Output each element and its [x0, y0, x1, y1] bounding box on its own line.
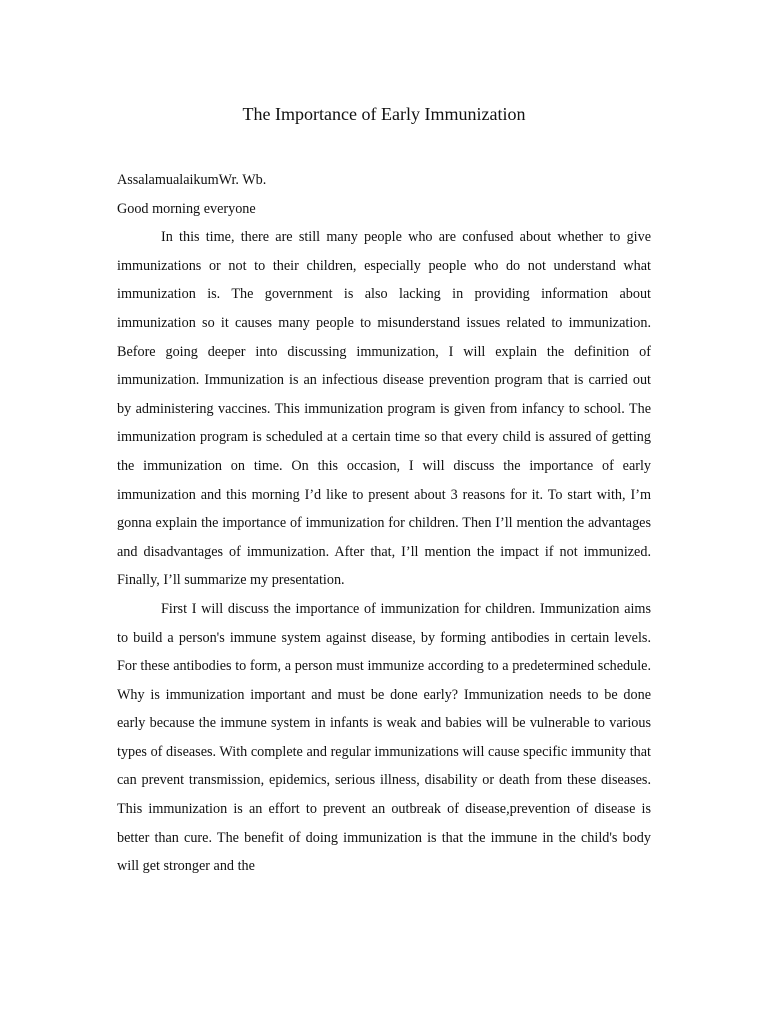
paragraph-introduction: In this time, there are still many people who are confused about whether to give immunizations or not to their children, especially people who do not understand what immunization is. The government is also lacking in providing information about immunization so it causes many people to misunderstand issues related to immunization. Before going deeper into discussing immunization, I will explain the definition of immunization. Immunization is an infectious disease prevention program that is carried out by administering vaccines. This immunization program is given from infancy to school. The immunization program is scheduled at a certain time so that every child is assured of getting the immunization on time. On this occasion, I will discuss the importance of early immunization and this morning I’d like to present about 3 reasons for it. To start with, I’m gonna explain the importance of immunization for children. Then I’ll mention the advantages and disadvantages of immunization. After that, I’ll mention the impact if not immunized. Finally, I’ll summarize my presentation.: [117, 229, 651, 589]
paragraph-importance: First I will discuss the importance of immunization for children. Immunization aims to build a person's immune system against disease, by forming antibodies in certain levels. For these antibodies to form, a person must immunize according to a predetermined schedule. Why is immunization important and must be done early? Immunization needs to be done early because the immune system in infants is weak and babies will be vulnerable to various types of diseases. With complete and regular immunizations will cause specific immunity that can prevent transmission, epidemics, serious illness, disability or death from these diseases. This immunization is an effort to prevent an outbreak of disease,prevention of disease is better than cure. The benefit of doing immunization is that the immune in the child's body will get stronger and the: [117, 600, 651, 875]
document-title: The Importance of Early Immunization: [242, 104, 526, 124]
greeting-line: AssalamualaikumWr. Wb.: [117, 172, 267, 188]
salutation-line: Good morning everyone: [117, 200, 256, 217]
document-body: [117, 166, 651, 881]
